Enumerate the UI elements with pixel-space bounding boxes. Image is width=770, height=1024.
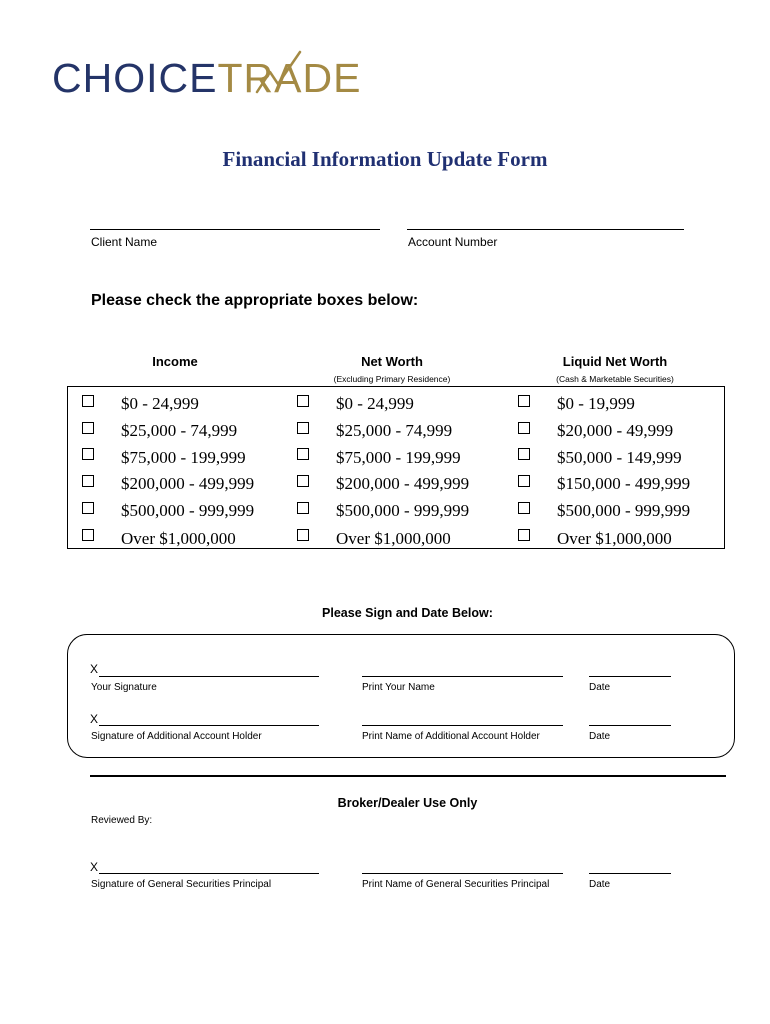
- section-divider: [90, 775, 726, 777]
- net-worth-subheading: (Excluding Primary Residence): [333, 374, 451, 384]
- net-worth-checkbox-1[interactable]: [297, 422, 309, 434]
- date-field-2[interactable]: [589, 725, 671, 726]
- logo-choice-text: CHOICE: [52, 55, 218, 101]
- sign-x-mark-1: X: [90, 662, 99, 676]
- sign-section-heading: Please Sign and Date Below:: [322, 606, 493, 620]
- liquid-net-worth-checkbox-5[interactable]: [518, 529, 530, 541]
- income-option-5: Over $1,000,000: [121, 529, 236, 548]
- additional-holder-print-name-field[interactable]: [362, 725, 563, 726]
- net-worth-option-1: $25,000 - 74,999: [336, 421, 453, 440]
- income-checkbox-3[interactable]: [82, 475, 94, 487]
- net-worth-checkbox-2[interactable]: [297, 448, 309, 460]
- net-worth-checkbox-3[interactable]: [297, 475, 309, 487]
- net-worth-checkbox-4[interactable]: [297, 502, 309, 514]
- liquid-net-worth-checkbox-4[interactable]: [518, 502, 530, 514]
- additional-holder-print-name-label: Print Name of Additional Account Holder: [362, 731, 540, 742]
- principal-signature-field[interactable]: [99, 873, 319, 874]
- net-worth-option-4: $500,000 - 999,999: [336, 501, 470, 520]
- date-field-1[interactable]: [589, 676, 671, 677]
- your-signature-field[interactable]: [99, 676, 319, 677]
- liquid-net-worth-option-5: Over $1,000,000: [557, 529, 672, 548]
- sign-x-mark-2: X: [90, 712, 99, 726]
- net-worth-checkbox-5[interactable]: [297, 529, 309, 541]
- liquid-net-worth-heading: Liquid Net Worth: [562, 354, 668, 369]
- income-option-3: $200,000 - 499,999: [121, 474, 255, 493]
- choicetrade-logo: [52, 50, 362, 105]
- liquid-net-worth-option-3: $150,000 - 499,999: [557, 474, 691, 493]
- income-heading: Income: [152, 354, 198, 369]
- principal-date-field[interactable]: [589, 873, 671, 874]
- liquid-net-worth-checkbox-1[interactable]: [518, 422, 530, 434]
- income-option-2: $75,000 - 199,999: [121, 448, 246, 467]
- client-name-field[interactable]: [90, 229, 380, 230]
- instruction-heading: Please check the appropriate boxes below:: [91, 292, 419, 309]
- net-worth-option-5: Over $1,000,000: [336, 529, 451, 548]
- net-worth-option-2: $75,000 - 199,999: [336, 448, 461, 467]
- income-option-1: $25,000 - 74,999: [121, 421, 238, 440]
- broker-section-heading: Broker/Dealer Use Only: [337, 796, 478, 810]
- income-option-0: $0 - 24,999: [121, 394, 199, 413]
- liquid-net-worth-option-4: $500,000 - 999,999: [557, 501, 691, 520]
- liquid-net-worth-option-2: $50,000 - 149,999: [557, 448, 682, 467]
- liquid-net-worth-checkbox-2[interactable]: [518, 448, 530, 460]
- broker-x-mark: X: [90, 860, 99, 874]
- your-signature-label: Your Signature: [91, 682, 157, 693]
- net-worth-option-3: $200,000 - 499,999: [336, 474, 470, 493]
- client-name-label: Client Name: [91, 235, 158, 249]
- income-checkbox-1[interactable]: [82, 422, 94, 434]
- additional-holder-signature-label: Signature of Additional Account Holder: [91, 731, 262, 742]
- liquid-net-worth-checkbox-0[interactable]: [518, 395, 530, 407]
- liquid-net-worth-checkbox-3[interactable]: [518, 475, 530, 487]
- form-title: Financial Information Update Form: [222, 147, 548, 171]
- net-worth-option-0: $0 - 24,999: [336, 394, 414, 413]
- print-your-name-field[interactable]: [362, 676, 563, 677]
- income-option-4: $500,000 - 999,999: [121, 501, 255, 520]
- principal-date-label: Date: [589, 879, 611, 890]
- principal-print-name-label: Print Name of General Securities Principal: [362, 879, 550, 890]
- reviewed-by-label: Reviewed By:: [91, 815, 153, 826]
- account-number-label: Account Number: [408, 235, 498, 249]
- principal-signature-label: Signature of General Securities Principal: [91, 879, 272, 890]
- account-number-field[interactable]: [407, 229, 684, 230]
- print-your-name-label: Print Your Name: [362, 682, 435, 693]
- date-label-2: Date: [589, 731, 611, 742]
- principal-print-name-field[interactable]: [362, 873, 563, 874]
- income-checkbox-2[interactable]: [82, 448, 94, 460]
- logo-trade-text: TRADE: [217, 55, 362, 101]
- financial-options-grid: [67, 386, 725, 549]
- net-worth-heading: Net Worth: [361, 354, 423, 369]
- liquid-net-worth-subheading: (Cash & Marketable Securities): [556, 374, 674, 384]
- logo-check-mark-icon: [52, 50, 332, 105]
- income-checkbox-4[interactable]: [82, 502, 94, 514]
- net-worth-checkbox-0[interactable]: [297, 395, 309, 407]
- income-checkbox-0[interactable]: [82, 395, 94, 407]
- additional-holder-signature-field[interactable]: [99, 725, 319, 726]
- liquid-net-worth-option-1: $20,000 - 49,999: [557, 421, 674, 440]
- income-checkbox-5[interactable]: [82, 529, 94, 541]
- liquid-net-worth-option-0: $0 - 19,999: [557, 394, 635, 413]
- date-label-1: Date: [589, 682, 611, 693]
